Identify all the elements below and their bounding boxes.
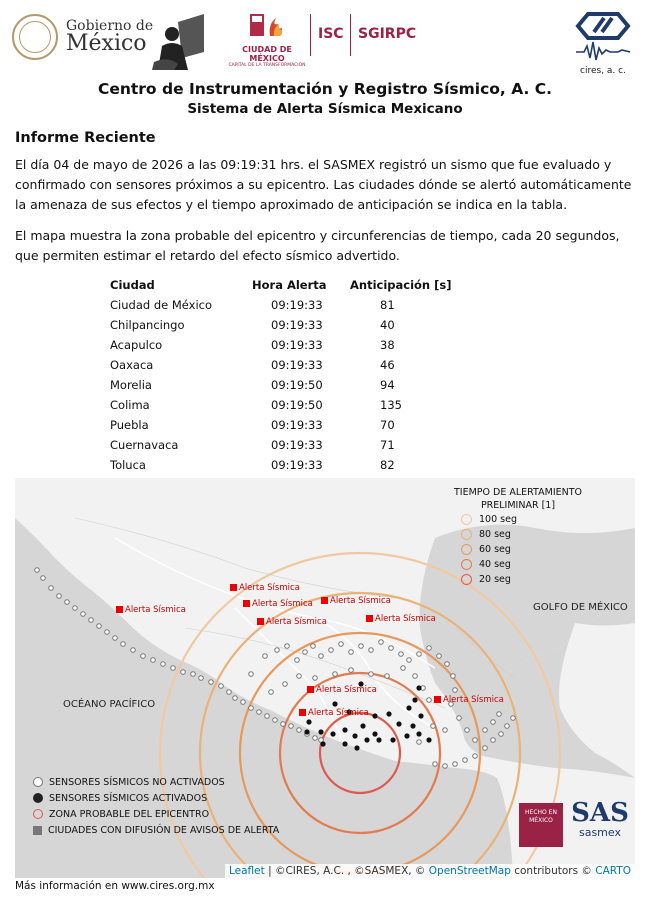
time-legend-row [433,512,603,527]
map-attribution: Leaflet | ©CIRES, A.C. , ©SASMEX, © OpenStreetMap contributors © CARTO [225,864,635,878]
sensor-on [390,737,395,742]
sensor-off [121,642,126,647]
pacific-label: OCÉANO PACÍFICO [63,699,156,710]
cell-anticipacion: 38 [380,338,395,352]
col-ciudad: Ciudad [110,278,155,292]
sensor-off [257,710,262,715]
table-row [103,315,470,335]
sensor-off [453,688,458,693]
time-legend-label: 80 seg [479,529,511,540]
epicenter-map[interactable] [15,478,635,878]
time-ring-icon [461,529,472,540]
sensor-on [352,733,357,738]
time-legend-label: 100 seg [479,514,517,525]
sensor-off [483,746,488,751]
leaflet-link[interactable]: Leaflet [228,865,265,877]
footer-info: Más información en www.cires.org.mx [15,880,215,892]
table-row [103,295,470,315]
cell-hora: 09:19:33 [271,438,323,452]
alert-table [103,275,470,475]
sensor-on [332,701,337,706]
city-alert-label: Alerta Sísmica [375,614,436,624]
sensor-off [369,648,374,653]
city-square-icon [366,615,373,622]
time-legend-label: 40 seg [479,559,511,570]
sensor-off [105,630,110,635]
col-hora: Hora Alerta [252,278,327,292]
cdmx-name: CIUDAD DE MÉXICO [242,45,292,63]
sensor-off [453,762,458,767]
sensor-off [219,684,224,689]
table-row [103,455,470,475]
divider [310,14,311,56]
sensor-off [171,666,176,671]
cell-anticipacion: 82 [380,458,395,472]
sensor-off [329,648,334,653]
time-legend-row [433,527,603,542]
page-title: Centro de Instrumentación y Registro Sísmico, A. C. [97,80,553,98]
cell-anticipacion: 81 [380,298,395,312]
cires-emblem-icon [574,10,632,62]
cell-ciudad: Ciudad de México [110,298,213,312]
flag-figure-icon [148,12,206,70]
city-alert-marker[interactable] [434,695,504,705]
sensor-on [396,721,401,726]
cell-hora: 09:19:50 [271,378,323,392]
city-square-icon [243,600,250,607]
cell-anticipacion: 40 [380,318,395,332]
sensor-off [131,648,136,653]
sensor-off [289,724,294,729]
time-legend-row [433,572,603,587]
sensor-off [443,728,448,733]
sensor-off [161,662,166,667]
time-legend-row [433,557,603,572]
cell-ciudad: Oaxaca [110,358,154,372]
city-alert-label: Alerta Sísmica [308,708,369,718]
city-alert-marker[interactable] [299,708,369,718]
cell-ciudad: Colima [110,398,150,412]
cell-ciudad: Toluca [110,458,146,472]
city-square-icon [434,696,441,703]
sensor-on [386,711,391,716]
sensor-off [379,640,384,645]
cell-hora: 09:19:33 [271,298,323,312]
time-ring-icon [461,559,472,570]
sensor-off [297,674,302,679]
sensor-off [209,680,214,685]
table-header-row [103,275,470,295]
time-ring-icon [461,574,472,585]
cires-name: cires, a. c. [580,66,626,76]
sensor-off [269,690,274,695]
cell-hora: 09:19:33 [271,418,323,432]
sensor-on [318,729,323,734]
sensor-off [499,732,504,737]
sensor-off [431,724,436,729]
sensor-on [320,741,325,746]
city-alert-label: Alerta Sísmica [125,605,186,615]
time-legend-label: 60 seg [479,544,511,555]
map-legend [33,774,279,838]
sensor-off [283,682,288,687]
sensor-on [412,697,417,702]
page-subtitle: Sistema de Alerta Sísmica Mexicano [187,101,463,117]
sensor-off [427,698,432,703]
sensor-on [372,713,377,718]
sensor-off [463,758,468,763]
cell-hora: 09:19:33 [271,318,323,332]
sensor-off [181,670,186,675]
sensor-off [191,672,196,677]
cell-hora: 09:19:33 [271,458,323,472]
cdmx-sub: CAPITAL DE LA TRANSFORMACIÓN [228,63,306,68]
city-alert-label: Alerta Sísmica [330,596,391,606]
epicenter-icon [33,809,43,819]
section-title: Informe Reciente [15,130,156,146]
sgirpc-logo: SGIRPC [358,26,417,42]
city-alert-label: Alerta Sísmica [266,617,327,627]
sensor-on-icon [33,793,43,803]
sensor-off [401,666,406,671]
table-row [103,395,470,415]
sensor-off [417,740,422,745]
sensor-off-icon [33,777,43,787]
city-alert-marker[interactable] [366,614,436,624]
hecho-en-mexico-logo: HECHO EN MÉXICO [519,803,563,847]
sensor-off [295,658,300,663]
map-paragraph: El mapa muestra la zona probable del epicentro y circunferencias de tiempo, cada 20 segundos, que permiten estimar el retardo del efecto sísmico advertido. [15,228,620,263]
cell-ciudad: Chilpancingo [110,318,185,332]
sensor-off [339,642,344,647]
sensor-off [241,700,246,705]
sensor-off [281,722,286,727]
sensor-off [97,624,102,629]
city-alert-marker[interactable] [257,617,327,627]
sensor-off [457,716,462,721]
sensor-off [285,644,290,649]
sas-small: sasmex [578,826,621,839]
sensor-off [249,672,254,677]
sensor-on [330,731,335,736]
sensor-off [81,612,86,617]
gob-line2: México [66,31,147,56]
sensor-off [349,668,354,673]
sensor-off [389,646,394,651]
sensor-off [57,594,62,599]
sensor-off [369,672,374,677]
sensor-off [249,706,254,711]
sensor-off [313,676,318,681]
legend-row: SENSORES SÍSMICOS NO ACTIVADOS [33,774,279,790]
city-square-icon [230,584,237,591]
city-square-icon [33,826,42,835]
sensor-off [359,644,364,649]
city-alert-label: Alerta Sísmica [316,685,377,695]
cell-anticipacion: 94 [380,378,395,392]
sensor-off [483,728,488,733]
cell-ciudad: Morelia [110,378,152,392]
sensor-on [416,685,421,690]
header-logos [0,0,650,78]
sensor-off [497,712,502,717]
sensor-off [473,754,478,759]
sensor-off [199,676,204,681]
legend-row: SENSORES SÍSMICOS ACTIVADOS [33,790,279,806]
sensor-on [360,723,365,728]
sensor-off [311,644,316,649]
col-anticipacion: Anticipación [s] [350,278,452,292]
city-square-icon [307,686,314,693]
sensor-off [227,690,232,695]
sensor-off [89,618,94,623]
cell-anticipacion: 70 [380,418,395,432]
sensor-off [65,600,70,605]
sensor-off [275,648,280,653]
sensor-off [273,718,278,723]
cdmx-logo [226,12,308,68]
cell-anticipacion: 135 [380,398,402,412]
cell-hora: 09:19:33 [271,358,323,372]
table-row [103,355,470,375]
city-alert-marker[interactable] [307,685,377,695]
sasmex-logo [571,800,629,839]
report-paragraph: El día 04 de mayo de 2026 a las 09:19:31 hrs. el SASMEX registró un sismo que fue evaluado y confirmado con sensores próximos a su epicentro. Las ciudades dónde se alertó automáticamente la amenaza de sus efectos y el tiempo aproximado de anticipación se indica en la tabla. [15,157,632,212]
table-row [103,335,470,355]
sensor-off [333,672,338,677]
legend-row: CIUDADES CON DIFUSIÓN DE AVISOS DE ALERTA [33,822,279,838]
sensor-off [443,764,448,769]
cell-anticipacion: 71 [380,438,395,452]
osm-link[interactable]: OpenStreetMap [428,865,511,877]
sensor-off [49,586,54,591]
sensor-off [265,714,270,719]
city-square-icon [299,709,306,716]
city-alert-label: Alerta Sísmica [252,599,313,609]
table-row [103,435,470,455]
sensor-on [342,727,347,732]
sensor-off [151,658,156,663]
sensor-off [433,762,438,767]
city-alert-marker[interactable] [116,605,186,615]
sensor-on [416,731,421,736]
city-square-icon [321,597,328,604]
carto-link[interactable]: CARTO [595,865,631,877]
cires-logo [570,10,636,76]
sensor-on [418,713,423,718]
sensor-off [349,650,354,655]
city-alert-marker[interactable] [243,599,313,609]
sensor-off [491,720,496,725]
sensor-on [364,737,369,742]
sensor-off [385,674,390,679]
sensor-off [313,736,318,741]
table-row [103,415,470,435]
sensor-off [303,650,308,655]
sensor-off [445,662,450,667]
sensor-off [41,576,46,581]
sensor-off [465,728,470,733]
sensor-off [73,606,78,611]
time-legend-label: 20 seg [479,574,511,585]
cell-ciudad: Acapulco [110,338,163,352]
sensor-off [413,674,418,679]
cell-ciudad: Puebla [110,418,149,432]
city-square-icon [116,606,123,613]
sas-big: SAS [571,798,629,828]
sensor-off [511,716,516,721]
cell-ciudad: Cuernavaca [110,438,179,452]
sensor-off [505,724,510,729]
seal-icon [12,14,58,60]
sensor-off [407,658,412,663]
sensor-on [426,737,431,742]
sensor-off [233,696,238,701]
sensor-off [437,654,442,659]
city-square-icon [257,618,264,625]
gob-line1: Gobierno de [66,18,154,34]
city-alert-marker[interactable] [321,596,391,606]
sensor-on [406,705,411,710]
sensor-off [263,654,268,659]
time-legend [433,486,603,587]
gobierno-logo [12,14,153,60]
sensor-on [304,729,309,734]
legend-row: ZONA PROBABLE DEL EPICENTRO [33,806,279,822]
time-legend-row [433,542,603,557]
sensor-on [372,731,377,736]
sensor-on [410,723,415,728]
sensor-off [491,738,496,743]
sensor-off [399,652,404,657]
city-alert-marker[interactable] [230,583,300,593]
sensor-off [113,636,118,641]
isc-logo: ISC [318,26,344,42]
time-ring-icon [461,544,472,555]
sensor-off [417,652,422,657]
cell-hora: 09:19:33 [271,338,323,352]
sensor-off [35,568,40,573]
city-alert-label: Alerta Sísmica [239,583,300,593]
sensor-on [306,719,311,724]
sensor-off [141,654,146,659]
sensor-off [473,738,478,743]
sensor-on [354,745,359,750]
cdmx-crest-icon [242,12,292,38]
sensor-off [427,646,432,651]
time-ring-icon [461,514,472,525]
sensor-on [404,733,409,738]
sensor-off [451,674,456,679]
city-alert-label: Alerta Sísmica [443,695,504,705]
time-legend-title: TIEMPO DE ALERTAMIENTO PRELIMINAR [1] [453,487,583,511]
divider [350,14,351,56]
sensor-off [319,654,324,659]
sensor-on [342,741,347,746]
cell-hora: 09:19:50 [271,398,323,412]
sensor-on [376,737,381,742]
sensor-off [297,728,302,733]
cell-anticipacion: 46 [380,358,395,372]
table-row [103,375,470,395]
gulf-label: GOLFO DE MÉXICO [533,602,628,613]
